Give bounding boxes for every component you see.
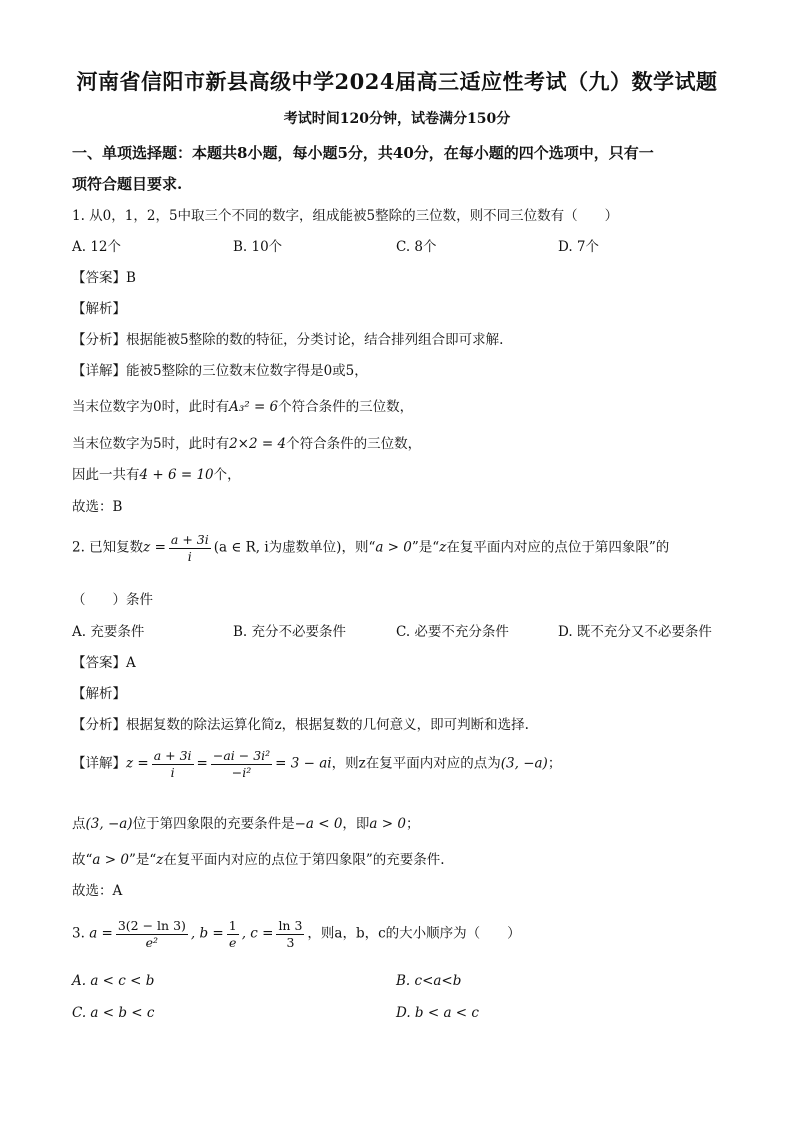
q2-detail-frac-2-num: −ai − 3i²	[212, 748, 271, 763]
q1-detail-4-math: 4 + 6 = 10	[139, 467, 214, 483]
q1-option-d: D. 7个	[558, 239, 600, 255]
q3-frac-c-num: ln 3	[278, 918, 303, 933]
q2-detail-frac-1	[152, 748, 194, 780]
q3-option-d: D. b < a < c	[396, 1005, 479, 1021]
q2-line2-math-2: a > 0	[369, 816, 406, 832]
q2-line2-math-1: −a < 0	[294, 816, 343, 832]
section-heading-cont: 项符合题目要求.	[72, 175, 183, 193]
q3-option-a: A. a < c < b	[72, 973, 155, 989]
q3-frac-b	[227, 918, 239, 950]
q3-c-eq: , c =	[241, 925, 274, 942]
q2-stem-text-e: 在复平面内对应的点位于第四象限”的	[446, 539, 670, 556]
q2-detail-label: 【详解】	[72, 755, 126, 772]
q3-number: 3.	[72, 925, 85, 942]
q2-frac-num: a + 3i	[170, 532, 209, 547]
q2-answer: 【答案】A	[72, 655, 136, 671]
q3-frac-c-den: 3	[286, 934, 295, 950]
q2-line2-text-a: 点	[72, 816, 86, 832]
q2-line3-text-a: 故“	[72, 852, 93, 868]
q1-fenxi: 【分析】根据能被5整除的数的特征，分类讨论，结合排列组合即可求解.	[72, 332, 504, 348]
q3-frac-a-den: e²	[145, 934, 159, 950]
q1-detail-3-text-b: 个符合条件的三位数，	[286, 436, 422, 452]
q2-line3-z: z	[156, 852, 164, 868]
q3-frac-b-den: e	[229, 934, 237, 950]
q2-detail-frac-1-den: i	[170, 764, 175, 780]
q2-detail-frac-1-num: a + 3i	[153, 748, 192, 763]
q1-option-a: A. 12个	[72, 239, 122, 255]
q2-stem-line2: （ ）条件	[72, 592, 153, 608]
q2-frac-den: i	[187, 548, 192, 564]
q1-detail-4-text-b: 个，	[213, 467, 241, 483]
exam-subtitle: 考试时间120分钟，试卷满分150分	[283, 111, 511, 127]
q3-stem	[72, 918, 521, 950]
q2-line2-point: (3, −a)	[85, 816, 133, 832]
q3-a-eq: a =	[89, 925, 113, 942]
q2-stem-text-a: 2. 已知复数	[72, 539, 144, 556]
q2-stem	[72, 532, 669, 564]
q2-detail-line3	[72, 848, 445, 868]
q2-option-b: B. 充分不必要条件	[233, 624, 347, 640]
q2-condition: a > 0	[375, 539, 412, 556]
q2-detail-frac-2-den: −i²	[231, 764, 252, 780]
q2-detail-eq: =	[196, 755, 208, 772]
q3-option-b: B. c<a<b	[396, 973, 462, 989]
q1-option-c: C. 8个	[396, 239, 437, 255]
q2-line2-text-c: ，即	[342, 816, 370, 832]
q1-detail-3	[72, 432, 421, 452]
q2-option-c: C. 必要不充分条件	[396, 624, 509, 640]
q2-stem-text-b: (a ∈ R, i为虚数单位)，则“	[213, 539, 376, 556]
q1-detail-2	[72, 395, 413, 415]
q2-choice: 故选：A	[72, 883, 123, 899]
q2-stem-text-c: ”是“	[411, 539, 440, 556]
q1-detail-3-text-a: 当末位数字为5时，此时有	[72, 436, 230, 452]
q1-choice: 故选：B	[72, 499, 123, 515]
page-title: 河南省信阳市新县高级中学2024届高三适应性考试（九）数学试题	[76, 69, 718, 94]
q2-z: z =	[143, 539, 166, 556]
section-heading: 一、单项选择题：本题共8小题，每小题5分，共40分，在每小题的四个选项中，只有一	[72, 144, 654, 162]
q2-analysis-label: 【解析】	[72, 686, 126, 702]
q1-answer: 【答案】B	[72, 270, 136, 286]
q2-detail-line2	[72, 812, 419, 832]
q3-frac-a	[116, 918, 188, 950]
q2-z-var: z	[439, 539, 447, 556]
q1-detail-3-math: 2×2 = 4	[229, 436, 287, 452]
q2-option-a: A. 充要条件	[72, 624, 145, 640]
q2-detail-end: ；	[547, 755, 562, 772]
q2-line3-math: a > 0	[92, 852, 129, 868]
q1-detail-2-text-a: 当末位数字为0时，此时有	[72, 399, 230, 415]
q3-frac-a-num: 3(2 − ln 3)	[117, 918, 186, 933]
q2-line3-text-c: 在复平面内对应的点位于第四象限”的充要条件.	[163, 852, 445, 868]
q2-fenxi: 【分析】根据复数的除法运算化简z，根据复数的几何意义，即可判断和选择.	[72, 717, 529, 733]
q3-frac-b-num: 1	[228, 918, 237, 933]
q1-detail-2-text-b: 个符合条件的三位数，	[278, 399, 414, 415]
q3-stem-text: ，则a，b，c的大小顺序为（ ）	[307, 925, 521, 942]
q2-detail	[72, 748, 561, 780]
q1-detail-4-text-a: 因此一共有	[72, 467, 140, 483]
q2-line2-text-b: 位于第四象限的充要条件是	[132, 816, 295, 832]
q2-detail-text: ，则z在复平面内对应的点为	[331, 755, 501, 772]
q3-b-eq: , b =	[190, 925, 224, 942]
q2-line2-text-d: ；	[405, 816, 420, 832]
q1-detail-4	[72, 463, 241, 483]
q1-detail-2-math: A₃² = 6	[229, 399, 279, 415]
q2-detail-point: (3, −a)	[500, 755, 548, 772]
q1-analysis-label: 【解析】	[72, 301, 126, 317]
q2-fraction	[169, 532, 211, 564]
q1-detail-1: 【详解】能被5整除的三位数末位数字得是0或5，	[72, 363, 368, 379]
q2-option-d: D. 既不充分又不必要条件	[558, 624, 712, 640]
q2-detail-z: z =	[126, 755, 149, 772]
q2-line3-text-b: ”是“	[128, 852, 157, 868]
q3-option-c: C. a < b < c	[72, 1005, 155, 1021]
q1-stem: 1. 从0，1，2，5中取三个不同的数字，组成能被5整除的三位数，则不同三位数有（ ）	[72, 208, 619, 224]
q2-detail-frac-2	[211, 748, 272, 780]
q2-detail-result: = 3 − ai	[275, 755, 332, 772]
q3-frac-c	[276, 918, 304, 950]
q1-option-b: B. 10个	[233, 239, 283, 255]
